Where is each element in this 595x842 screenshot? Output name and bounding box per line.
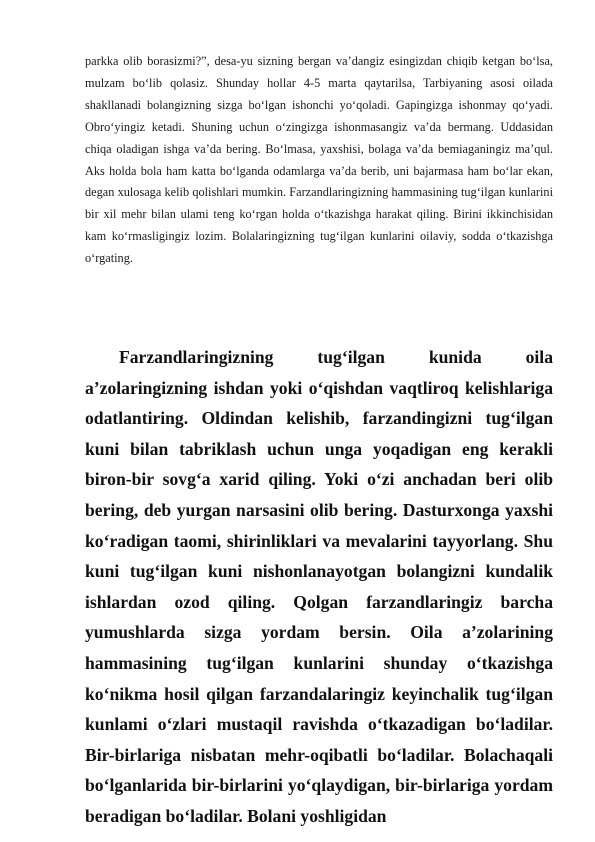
paragraph-birthday-advice: Farzandlaringizning tug‘ilgan kunida oila a’zolaringizning ishdan yoki o‘qishdan vaqtliroq kelishlariga odatlantiring. Oldindan kelishib, farzandingizni tug‘ilgan kuni bilan tabriklash uchun unga yoqadigan eng kerakli biron-bir sovg‘a xarid qiling. Yoki o‘zi anchadan beri olib bering, deb yurgan narsasini olib bering. Dasturxonga yaxshi ko‘radigan taomi, shirinliklari va mevalarini tayyorlang. Shu kuni tug‘ilgan kuni nishonlanayotgan bolangizni kundalik ishlardan ozod qiling. Qolgan farzandlaringiz barcha yumushlarda sizga yordam bersin. Oila a’zolarining hammasining tug‘ilgan kunlarini shunday o‘tkazishga ko‘nikma hosil qilgan farzandalaringiz keyinchalik tug‘ilgan kunlami o‘zlari mustaqil ravishda o‘tkazadigan bo‘ladilar. Bir-birlariga nisbatan mehr-oqibatli bo‘ladilar. Bolachaqali bo‘lganlarida bir-birlarini yo‘qlaydigan, bir-birlariga yordam beradigan bo‘ladilar. Bolani yoshligidan: [85, 347, 553, 826]
paragraph-continuation: parkka olib borasizmi?”, desa-yu sizning bergan va’dangiz esingizdan chiqib ketgan bo‘lsa, mulzam bo‘lib qolasiz. Shunday hollar 4-5 marta qaytarilsa, Tarbiyaning asosi oilada shakllanadi bolangizning sizga bo‘lgan ishonchi yo‘qoladi. Gapingizga ishonmay qo‘yadi. Obro‘yingiz ketadi. Shuning uchun o‘zingizga ishonmasangiz va’da bermang. Uddasidan chiqa oladigan ishga va’da bering. Bo‘lmasa, yaxshisi, bolaga va’da bemiaganingiz ma’qul. Aks holda bola ham katta bo‘lganda odamlarga va’da berib, uni bajarmasa ham bo‘lar ekan, degan xulosaga kelib qolishlari mumkin. Farzandlaringizning hammasining tug‘ilgan kunlarini bir xil mehr bilan ulami teng ko‘rgan holda o‘tkazishga harakat qiling. Birini ikkinchisidan kam ko‘rmasligingiz lozim. Bolalaringizning tug‘ilgan kunlarini oilaviy, sodda o‘tkazishga o‘rgating.: [85, 54, 553, 266]
